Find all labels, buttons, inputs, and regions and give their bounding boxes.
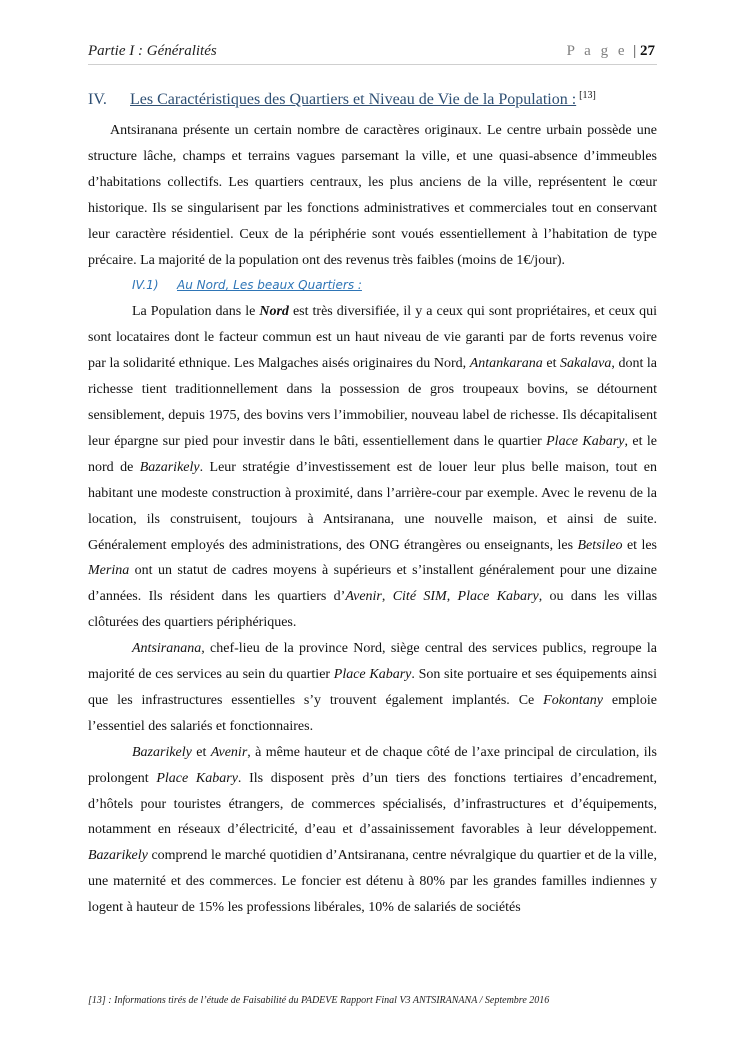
term-fokontany: Fokontany <box>543 692 604 708</box>
heading-number: IV. <box>88 91 107 108</box>
heading-title: Les Caractéristiques des Quartiers et Niveau de Vie de la Population : <box>130 91 577 108</box>
paragraph-population-nord: La Population dans le Nord est très diversifiée, il y a ceux qui sont propriétaires, et ceux qui sont locataires dont le facteur commun est un haut niveau de vie garanti par de forts revenus voire par la solidarité ethnique. Les Malgaches aisés originaires du Nord, Antankarana et Sakalava, dont la richesse tient traditionnellement dans la possession de gros troupeaux bovins, se détournent sensiblement, depuis 1975, des bovins vers l’immobilier, nouveau label de richesse. Ils décapitalisent leur épargne sur pied pour investir dans le bâti, essentiellement dans le quartier Place Kabary, et le nord de Bazarikely. Leur stratégie d’investissement est de louer leur plus belle maison, tout en habitant une modeste construction à proximité, dans l’arrière-cour par exemple. Avec le revenu de la location, ils construisent, toujours à Antsiranana, une nouvelle maison, et ainsi de suite. Généralement employés des administrations, des ONG étrangères ou enseignants, les Betsileo et les Merina ont un statut de cadres moyens à supérieurs et s’installent généralement pour une dizaine d’années. Ils résident dans les quartiers d’Avenir, Cité SIM, Place Kabary, ou dans les villas clôturées des quartiers périphériques. <box>88 304 658 631</box>
term-merina: Merina <box>88 563 130 579</box>
heading-reference: [13] <box>579 90 596 101</box>
intro-paragraph: Antsiranana présente un certain nombre de caractères originaux. Le centre urbain possède une structure lâche, champs et terrains vagues parsemant la ville, et une quasi-absence d’immeubles d’habitations collectifs. Les quartiers centraux, les plus anciens de la ville, représentent le cœur historique. Ils se singularisent par les fonctions administratives et commerciales tout en conservant leur caractère résidentiel. Ceux de la périphérie sont voués essentiellement à l’habitation de type précaire. La majorité de la population ont des revenus très faibles (moins de 1€/jour). <box>88 123 657 268</box>
term-place-kabary: Place Kabary <box>333 667 412 683</box>
term-antsiranana: Antsiranana <box>132 641 202 657</box>
term-place-kabary: Place Kabary <box>156 770 238 786</box>
page-header <box>88 42 657 65</box>
paragraph-antsiranana: Antsiranana, chef-lieu de la province Nord, siège central des services publics, regroupe la majorité de ces services au sein du quartier Place Kabary. Son site portuaire et ses équipements ainsi que les infrastructures essentielles s’y trouvent également implantés. Ce Fokontany emploie l’essentiel des salariés et fonctionnaires. <box>88 641 657 734</box>
subsection-number: IV.1) <box>132 278 159 293</box>
section-heading <box>88 90 657 109</box>
paragraph-bazarikely-avenir: Bazarikely et Avenir, à même hauteur et de chaque côté de l’axe principal de circulation, ils prolongent Place Kabary. Ils disposent près d’un tiers des fonctions tertiaires d’encadrement, d’hôtels pour touristes étrangers, de commerces spécialisés, d’infrastructures et d’équipements, notamment en réseaux d’électricité, d’eau et d’assainissement favorables à leur développement. Bazarikely comprend le marché quotidien d’Antsiranana, centre névralgique du quartier et de la ville, une maternité et des commerces. Le foncier est détenu à 80% par les grandes familles indiennes y logent à hauteur de 15% les professions libérales, 10% de salariés de sociétés <box>88 744 658 916</box>
term-nord: Nord <box>259 304 289 320</box>
term-sakalava: Sakalava <box>560 356 612 372</box>
section-label: Partie I : Généralités <box>88 43 217 59</box>
page-word: P a g e <box>566 43 628 59</box>
term-avenir: Avenir <box>210 744 248 760</box>
term-bazarikely: Bazarikely <box>132 744 192 760</box>
page-separator: | <box>633 43 637 59</box>
subsection-title: Au Nord, Les beaux Quartiers : <box>177 278 362 293</box>
term-avenir: Avenir <box>345 589 382 605</box>
term-cite-sim: Cité SIM <box>392 589 447 605</box>
page-number: 27 <box>640 43 655 59</box>
term-bazarikely: Bazarikely <box>88 848 148 864</box>
footnote: [13] : Informations tirés de l’étude de Faisabilité du PADEVE Rapport Final V3 ANTSIRANANA / Septembre 2016 <box>88 995 550 1006</box>
term-place-kabary: Place Kabary <box>546 433 625 449</box>
term-antankarana: Antankarana <box>469 356 543 372</box>
subsection-heading <box>88 273 657 299</box>
term-place-kabary: Place Kabary <box>457 589 539 605</box>
body-text <box>88 118 657 921</box>
term-betsileo: Betsileo <box>577 537 623 553</box>
page-indicator <box>567 43 655 60</box>
term-bazarikely: Bazarikely <box>139 459 200 475</box>
